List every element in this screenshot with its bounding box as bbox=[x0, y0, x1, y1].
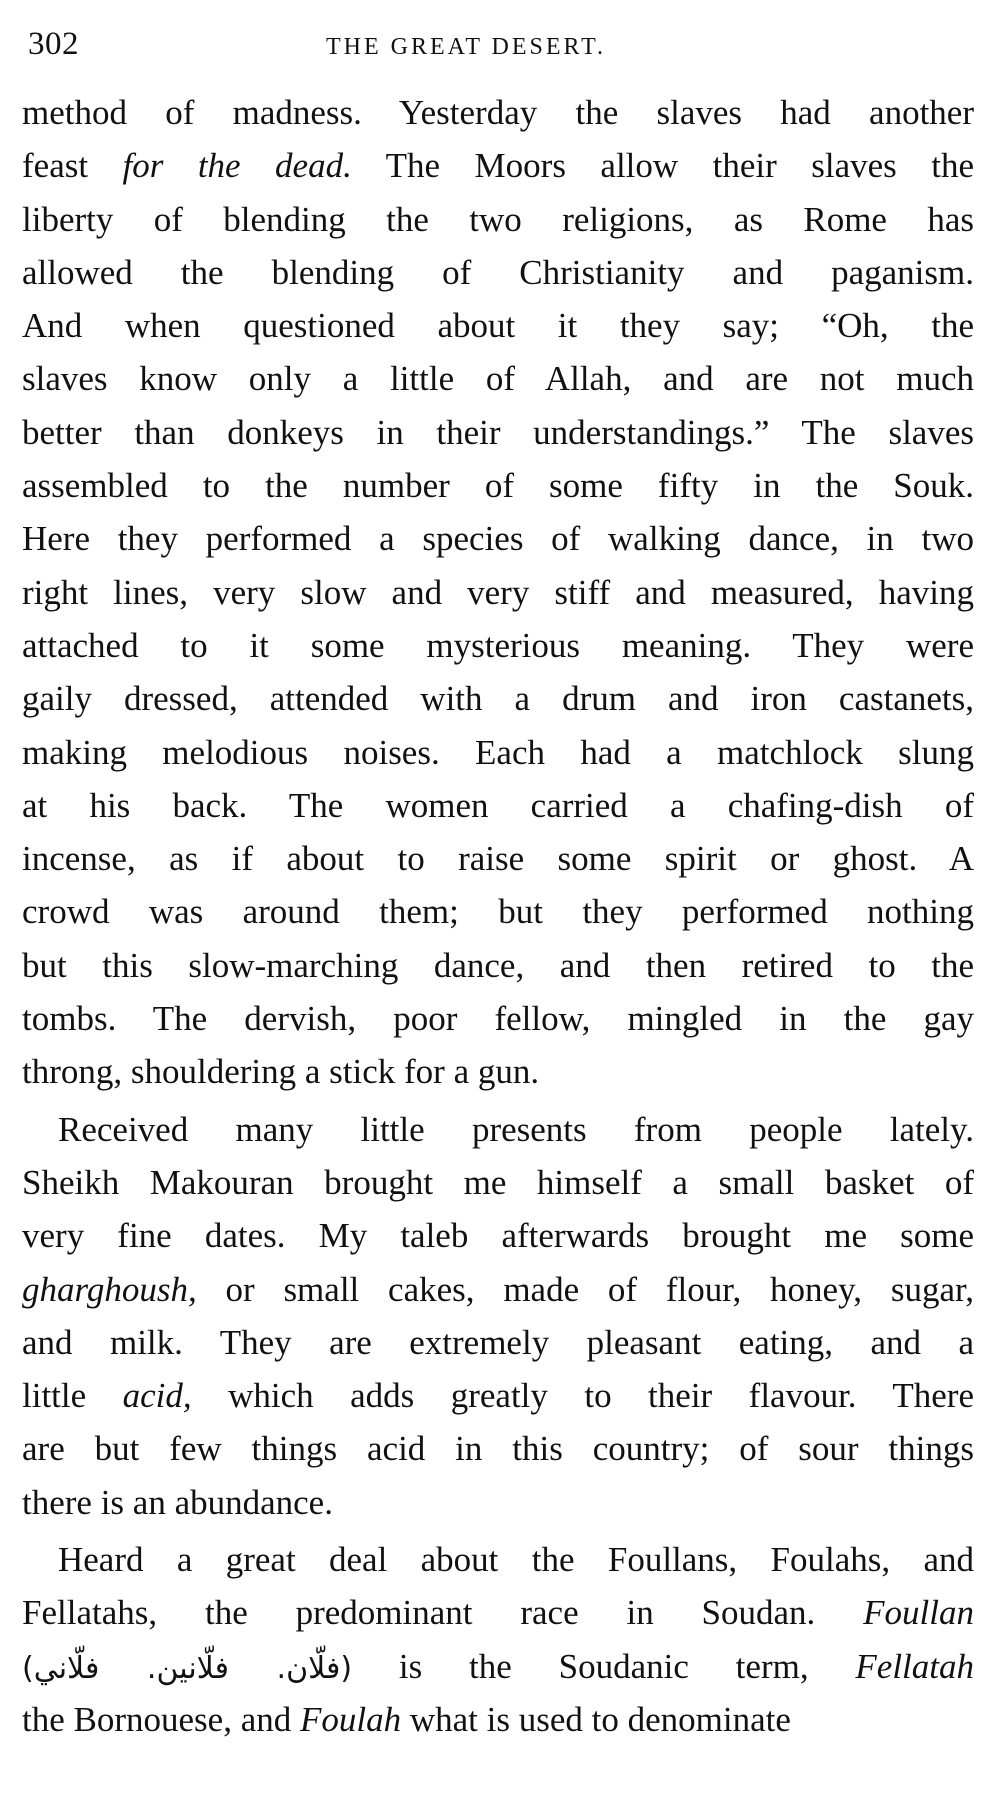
text-run: right lines, very slow and very stiff and measured, having bbox=[22, 572, 974, 612]
text-line bbox=[22, 1693, 974, 1746]
text-line bbox=[22, 1263, 974, 1316]
text-line bbox=[22, 672, 974, 725]
text-run: is the Soudanic term, bbox=[352, 1646, 856, 1686]
text-line bbox=[22, 726, 974, 779]
text-run: Received many little presents from people lately. bbox=[58, 1109, 974, 1149]
text-run: Fellatahs, the predominant race in Soudan. bbox=[22, 1593, 864, 1633]
text-run: attached to it some mysterious meaning. They were bbox=[22, 625, 974, 665]
text-run: method of madness. Yesterday the slaves had another bbox=[22, 93, 974, 132]
arabic-term: (فلّان. فلّانين. فلّاني) bbox=[22, 1650, 353, 1686]
text-line bbox=[22, 779, 974, 832]
text-run: Heard a great deal about the Foullans, Foulahs, and bbox=[58, 1540, 974, 1580]
text-line bbox=[22, 512, 974, 565]
text-line bbox=[22, 619, 974, 672]
running-head bbox=[28, 26, 972, 66]
text-line bbox=[22, 86, 974, 139]
italic-run: for the dead. bbox=[122, 146, 352, 186]
text-line bbox=[22, 1369, 974, 1422]
text-line bbox=[22, 193, 974, 246]
text-run: or small cakes, made of flour, honey, sugar, bbox=[196, 1269, 974, 1309]
text-run: incense, as if about to raise some spirit or ghost. A bbox=[22, 839, 974, 879]
text-line bbox=[22, 1586, 974, 1639]
text-line bbox=[22, 1533, 974, 1586]
text-run: are but few things acid in this country; of sour things bbox=[22, 1429, 974, 1469]
text-run: making melodious noises. Each had a matchlock slung bbox=[22, 732, 974, 772]
italic-run: Fellatah bbox=[855, 1646, 974, 1686]
text-run: feast bbox=[22, 146, 123, 186]
italic-run: gharghoush, bbox=[22, 1269, 197, 1309]
text-run: The Moors allow their slaves the bbox=[351, 146, 974, 186]
text-run: which adds greatly to their flavour. There bbox=[191, 1376, 974, 1416]
text-run: crowd was around them; but they performed nothing bbox=[22, 892, 974, 932]
text-run: the Bornouese, and bbox=[22, 1699, 300, 1739]
text-line bbox=[22, 885, 974, 938]
text-run: at his back. The women carried a chafing-dish of bbox=[22, 785, 974, 825]
text-run: liberty of blending the two religions, as Rome has bbox=[22, 199, 974, 239]
text-line bbox=[22, 832, 974, 885]
text-run: tombs. The dervish, poor fellow, mingled in the gay bbox=[22, 999, 974, 1039]
text-line bbox=[22, 299, 974, 352]
text-run: little bbox=[22, 1376, 123, 1416]
text-line bbox=[22, 1045, 974, 1098]
text-run: Sheikh Makouran brought me himself a small basket of bbox=[22, 1162, 974, 1202]
text-line bbox=[22, 1103, 974, 1156]
text-run: allowed the blending of Christianity and paganism. bbox=[22, 252, 974, 292]
text-run: better than donkeys in their understandings.” The slaves bbox=[22, 412, 974, 452]
page-number: 302 bbox=[28, 26, 79, 62]
italic-run: Foulah bbox=[299, 1699, 402, 1739]
text-run: assembled to the number of some fifty in the Souk. bbox=[22, 466, 974, 506]
text-run: but this slow-marching dance, and then retired to the bbox=[22, 945, 974, 985]
text-line bbox=[22, 1209, 974, 1262]
italic-run: acid, bbox=[122, 1376, 192, 1416]
text-line bbox=[22, 1156, 974, 1209]
text-run: And when questioned about it they say; “Oh, the bbox=[22, 306, 974, 346]
italic-run: Foullan bbox=[863, 1593, 974, 1633]
text-run: there is an abundance. bbox=[22, 1482, 333, 1522]
text-run: what is used to denominate bbox=[401, 1699, 791, 1739]
text-run: and milk. They are extremely pleasant eating, and a bbox=[22, 1322, 974, 1362]
text-line bbox=[22, 139, 974, 192]
text-run: gaily dressed, attended with a drum and iron castanets, bbox=[22, 679, 974, 719]
text-line bbox=[22, 406, 974, 459]
text-line bbox=[22, 246, 974, 299]
text-line bbox=[22, 992, 974, 1045]
paragraph bbox=[22, 1103, 974, 1529]
text-line bbox=[22, 459, 974, 512]
text-line bbox=[22, 1640, 974, 1693]
text-run: very fine dates. My taleb afterwards brought me some bbox=[22, 1216, 974, 1256]
text-line bbox=[22, 352, 974, 405]
text-line bbox=[22, 1476, 974, 1529]
text-run: throng, shouldering a stick for a gun. bbox=[22, 1052, 540, 1092]
paragraph bbox=[22, 86, 974, 1099]
body-text bbox=[22, 86, 974, 1746]
text-line bbox=[22, 566, 974, 619]
text-line bbox=[22, 939, 974, 992]
text-run: Here they performed a species of walking dance, in two bbox=[22, 519, 974, 559]
text-line bbox=[22, 1316, 974, 1369]
paragraph bbox=[22, 1533, 974, 1746]
running-title: THE GREAT DESERT. bbox=[326, 34, 606, 60]
text-run: slaves know only a little of Allah, and are not much bbox=[22, 359, 974, 399]
text-line bbox=[22, 1422, 974, 1475]
